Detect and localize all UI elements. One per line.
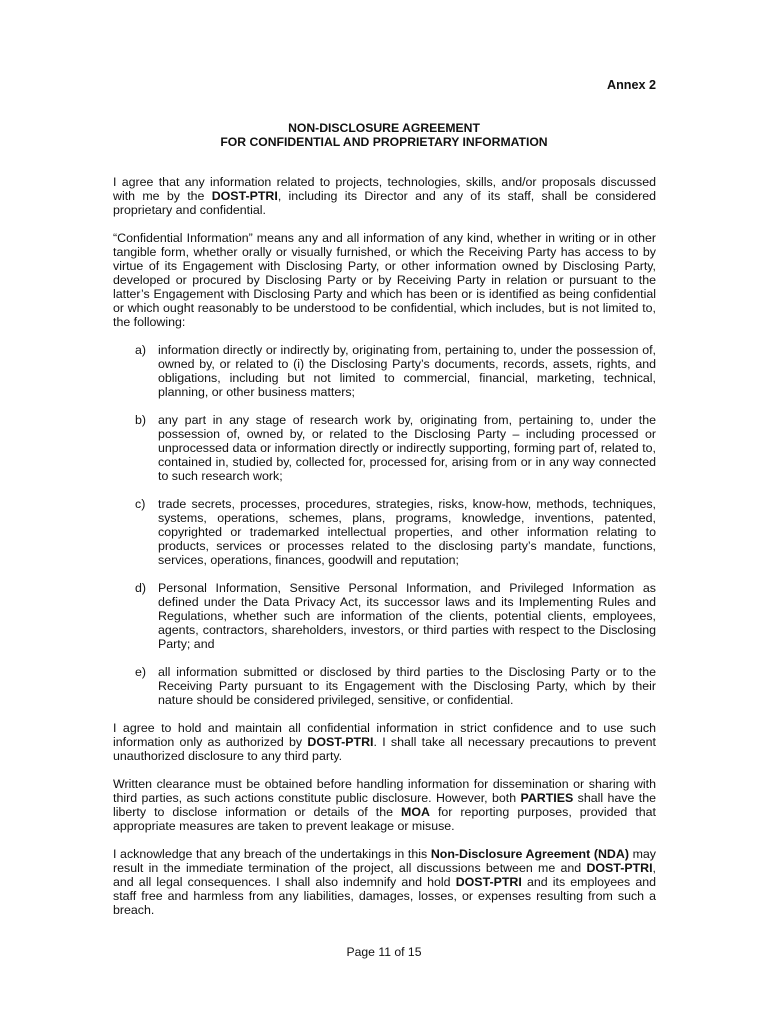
text-run: may result in the immediate termination of the project, all discussions between me and — [113, 847, 656, 875]
document-body — [113, 175, 656, 931]
paragraph-definition: “Confidential Information” means any and all information of any kind, whether in writing or in other tangible form, whether orally or visually furnished, or which the Receiving Party has access to by virtue of its Engagement with Disclosing Party, or other information owned by Disclosing Party, developed or procured by Disclosing Party or by Receiving Party in relation or pursuant to the latter’s Engagement with Disclosing Party and which has been or is identified as being confidential or which ought reasonably to be understood to be confidential, which includes, but is not limited to, the following: — [113, 231, 656, 329]
text-run: , including its Director and any of its staff, shall be considered proprietary and confidential. — [113, 189, 656, 217]
paragraph-intro — [113, 175, 656, 217]
list-item-text: any part in any stage of research work by, originating from, pertaining to, under the possession of, owned by, or related to the Disclosing Party – including processed or unprocessed data or information directly or indirectly supporting, forming part of, related to, contained in, studied by, collected for, processed for, arising from or in any way connected to such research work; — [158, 413, 656, 483]
bold-run: DOST-PTRI — [586, 861, 653, 875]
title-line-1: NON-DISCLOSURE AGREEMENT — [288, 121, 480, 135]
list-item — [113, 497, 656, 567]
bold-run: DOST-PTRI — [211, 189, 278, 203]
text-run: shall have the liberty to disclose information or details of the — [113, 791, 656, 819]
list-item — [113, 581, 656, 651]
list-item-text: Personal Information, Sensitive Personal Information, and Privileged Information as defined under the Data Privacy Act, its successor laws and its Implementing Rules and Regulations, whether such are information of the clients, potential clients, employees, agents, contractors, shareholders, investors, or third parties with respect to the Disclosing Party; and — [158, 581, 656, 651]
document-title — [0, 121, 768, 149]
bold-run: DOST-PTRI — [307, 735, 374, 749]
list-item — [113, 413, 656, 483]
paragraph-confidence — [113, 721, 656, 763]
bold-run: Non-Disclosure Agreement (NDA) — [430, 847, 629, 861]
text-run: and its employees and staff free and harmless from any liabilities, damages, losses, or expenses resulting from such a breach. — [113, 875, 656, 917]
paragraph-clearance — [113, 777, 656, 833]
list-marker: d) — [135, 581, 147, 595]
text-run: I acknowledge that any breach of the undertakings in this — [113, 847, 431, 861]
list-item — [113, 343, 656, 399]
bold-run: MOA — [401, 805, 430, 819]
text-run: I agree that any information related to projects, technologies, skills, and/or proposals discussed with me by the — [113, 175, 656, 203]
annex-label: Annex 2 — [607, 78, 656, 92]
text-run: Written clearance must be obtained before handling information for dissemination or sharing with third parties, as such actions constitute public disclosure. However, both — [113, 777, 656, 805]
text-run: . I shall take all necessary precautions to prevent unauthorized disclosure to any third party. — [113, 735, 656, 763]
list-item — [113, 665, 656, 707]
bold-run: DOST-PTRI — [455, 875, 522, 889]
confidential-info-list — [113, 343, 656, 707]
title-line-2: FOR CONFIDENTIAL AND PROPRIETARY INFORMATION — [220, 135, 548, 149]
paragraph-breach — [113, 847, 656, 917]
text-run: for reporting purposes, provided that appropriate measures are taken to prevent leakage or misuse. — [113, 805, 656, 833]
list-item-text: information directly or indirectly by, originating from, pertaining to, under the possession of, owned by, or related to (i) the Disclosing Party’s documents, records, assets, rights, and obligations, including but not limited to commercial, financial, marketing, technical, planning, or other business matters; — [158, 343, 656, 399]
list-marker: e) — [135, 665, 147, 679]
bold-run: PARTIES — [520, 791, 574, 805]
page-number: Page 11 of 15 — [346, 945, 422, 959]
list-marker: a) — [135, 343, 147, 357]
text-run: , and all legal consequences. I shall also indemnify and hold — [113, 861, 656, 889]
text-run: I agree to hold and maintain all confidential information in strict confidence and to use such information only as authorized by — [113, 721, 656, 749]
list-marker: c) — [135, 497, 146, 511]
list-item-text: all information submitted or disclosed by third parties to the Disclosing Party or to the Receiving Party pursuant to its Engagement with the Disclosing Party, which by their nature should be considered privileged, sensitive, or confidential. — [158, 665, 656, 707]
list-item-text: trade secrets, processes, procedures, strategies, risks, know-how, methods, techniques, systems, operations, schemes, plans, programs, knowledge, inventions, patented, copyrighted or trademarked intellectual properties, and other information relating to products, services or processes related to the disclosing party’s mandate, functions, services, operations, finances, goodwill and reputation; — [158, 497, 656, 567]
list-marker: b) — [135, 413, 147, 427]
